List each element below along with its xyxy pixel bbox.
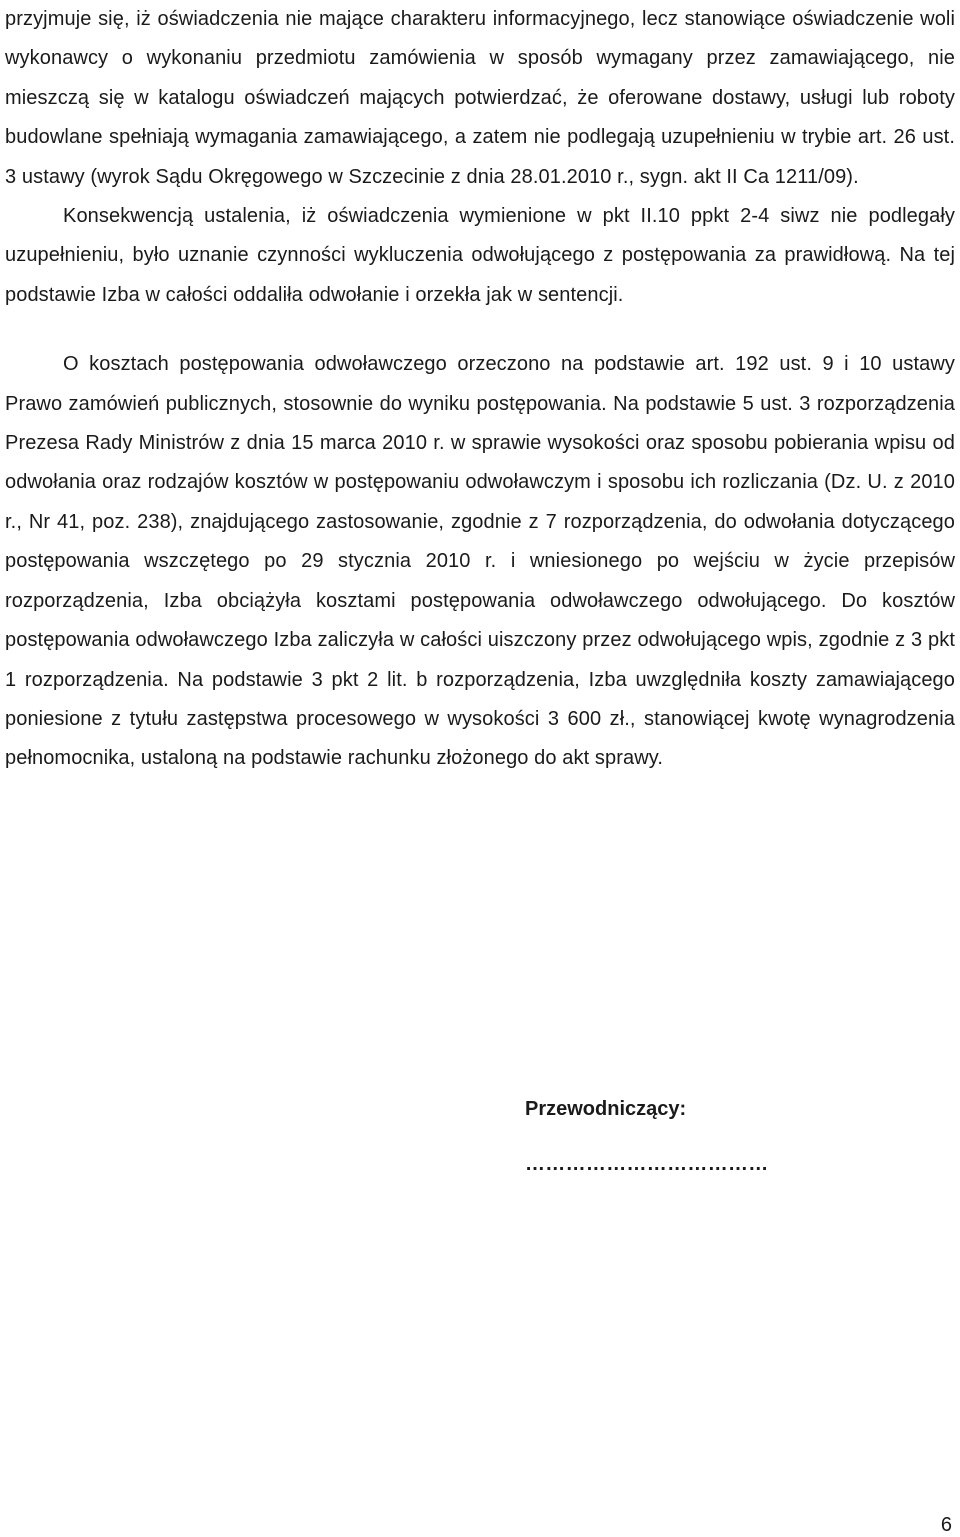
paragraph-consequence: Konsekwencją ustalenia, iż oświadczenia wymienione w pkt II.10 ppkt 2-4 siwz nie podlegały uzupełnieniu, było uznanie czynności wykluczenia odwołującego z postępowania za prawidłową. Na tej podstawie Izba w całości oddaliła odwołanie i orzekła jak w sentencji. <box>5 205 955 306</box>
document-body <box>5 0 955 779</box>
paragraph-spacer <box>5 315 955 345</box>
chairperson-label: Przewodniczący: <box>525 1098 687 1120</box>
paragraph-continuation: przyjmuje się, iż oświadczenia nie mające charakteru informacyjnego, lecz stanowiące oświadczenie woli wykonawcy o wykonaniu przedmiotu zamówienia w sposób wymagany przez zamawiającego, nie mieszczą się w katalogu oświadczeń mających potwierdzać, że oferowane dostawy, usługi lub roboty budowlane spełniają wymagania zamawiającego, a zatem nie podlegają uzupełnieniu w trybie art. 26 ust. 3 ustawy (wyrok Sądu Okręgowego w Szczecinie z dnia 28.01.2010 r., sygn. akt II Ca 1211/09). <box>5 8 955 188</box>
page-number: 6 <box>940 1514 952 1536</box>
signature-line: ……………………………… <box>525 1153 769 1175</box>
paragraph-costs: O kosztach postępowania odwoławczego orzeczono na podstawie art. 192 ust. 9 i 10 ustawy Prawo zamówień publicznych, stosownie do wyniku postępowania. Na podstawie 5 ust. 3 rozporządzenia Prezesa Rady Ministrów z dnia 15 marca 2010 r. w sprawie wysokości oraz sposobu pobierania wpisu od odwołania oraz rodzajów kosztów w postępowaniu odwoławczym i sposobu ich rozliczania (Dz. U. z 2010 r., Nr 41, poz. 238), znajdującego zastosowanie, zgodnie z 7 rozporządzenia, do odwołania dotyczącego postępowania wszczętego po 29 stycznia 2010 r. i wniesionego po wejściu w życie przepisów rozporządzenia, Izba obciążyła kosztami postępowania odwoławczego odwołującego. Do kosztów postępowania odwoławczego Izba zaliczyła w całości uiszczony przez odwołującego wpis, zgodnie z 3 pkt 1 rozporządzenia. Na podstawie 3 pkt 2 lit. b rozporządzenia, Izba uwzględniła koszty zamawiającego poniesione z tytułu zastępstwa procesowego w wysokości 3 600 zł., stanowiącej kwotę wynagrodzenia pełnomocnika, ustaloną na podstawie rachunku złożonego do akt sprawy. <box>5 353 955 770</box>
